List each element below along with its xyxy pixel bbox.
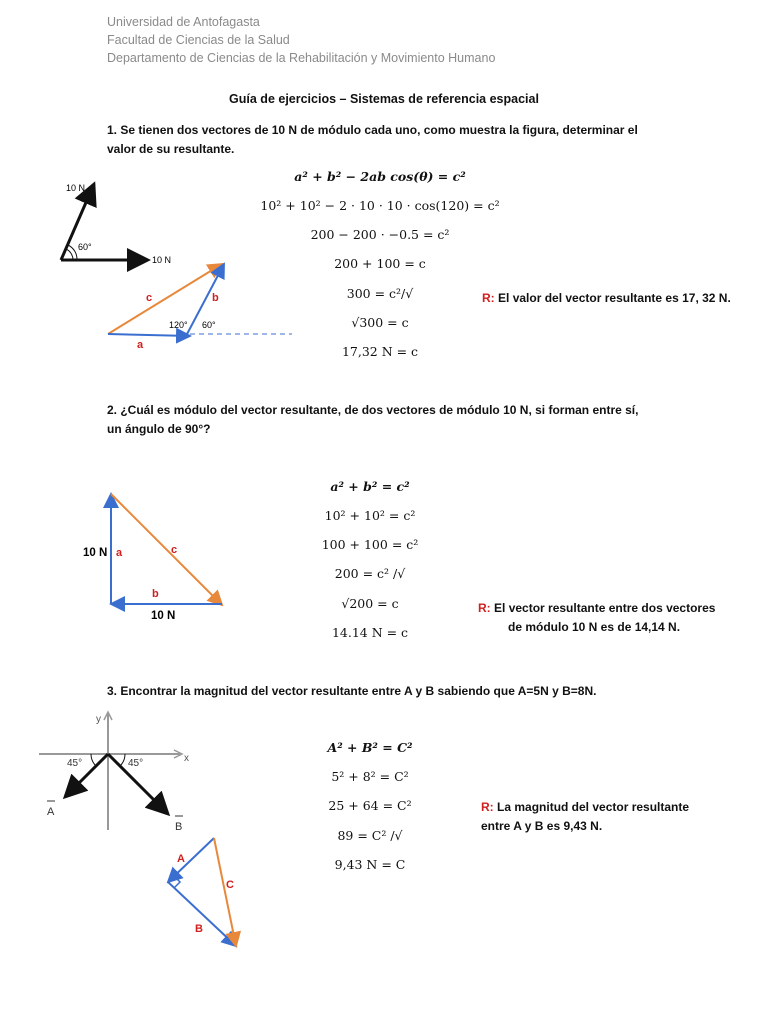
q2-equation-2: 10² + 10² = c² <box>324 508 416 523</box>
page-title: Guía de ejercicios – Sistemas de referencia espacial <box>229 92 539 106</box>
fig1-label-angle-60: 60° <box>78 242 92 252</box>
q1-equation-7: 17,32 N = c <box>341 344 419 359</box>
fig1-triangle-diagram <box>108 264 292 351</box>
fig3-tri-label-c: C <box>226 879 234 891</box>
fig3-tri-label-b: B <box>195 923 203 935</box>
fig2-label-a: a <box>116 547 123 559</box>
q3-equation-5: 9,43 N = C <box>334 857 406 872</box>
fig2-label-10n-left: 10 N <box>83 547 108 559</box>
q2-equation-5: √200 = c <box>341 596 399 611</box>
faculty-name: Facultad de Ciencias de la Salud <box>107 33 290 47</box>
fig2-triangle-diagram <box>83 494 222 622</box>
q1-equation-5: 300 = c²/√ <box>346 286 414 301</box>
fig1-label-120: 120° <box>169 320 188 330</box>
q1-answer: R: El valor del vector resultante es 17, 32 N. <box>482 291 731 305</box>
fig3-label-y: y <box>96 714 101 725</box>
department-name: Departamento de Ciencias de la Rehabilitación y Movimiento Humano <box>107 51 496 65</box>
fig2-label-c: c <box>171 544 178 556</box>
q2-equation-3: 100 + 100 = c² <box>321 537 419 552</box>
fig2-label-b: b <box>152 588 159 600</box>
fig3-label-vec-b: B <box>175 821 183 833</box>
fig1-label-c: c <box>146 292 153 304</box>
q1-equation-4: 200 + 100 = c <box>334 256 426 271</box>
q3-equation-4: 89 = C² /√ <box>337 828 403 843</box>
q2-equation-4: 200 = c² /√ <box>334 566 406 581</box>
q3-equation-2: 5² + 8² = C² <box>331 769 409 784</box>
q1-equation-2: 10² + 10² − 2 · 10 · 10 · cos(120) = c² <box>260 198 500 213</box>
fig3-tri-label-a: A <box>177 853 185 865</box>
fig2-label-10n-bottom: 10 N <box>151 610 176 622</box>
fig1-vector-a <box>108 334 190 336</box>
q3-answer-line-1: R: La magnitud del vector resultante <box>481 800 690 814</box>
fig3-label-x: x <box>184 753 189 764</box>
q2-answer-line-1: R: El vector resultante entre dos vectores <box>478 601 716 615</box>
q2-equation-6: 14.14 N = c <box>331 625 409 640</box>
question-3-text: 3. Encontrar la magnitud del vector resultante entre A y B sabiendo que A=5N y B=8N. <box>107 684 597 698</box>
fig3-tri-vector-c <box>214 838 236 946</box>
fig1-label-60b: 60° <box>202 320 216 330</box>
fig3-axes-diagram <box>39 712 189 833</box>
fig1-label-10n-right: 10 N <box>152 255 172 265</box>
fig2-vector-c <box>111 494 222 605</box>
fig1-label-10n-up: 10 N <box>66 183 86 193</box>
fig3-label-vec-a: A <box>47 806 55 818</box>
q1-equation-1: a² + b² − 2ab cos(θ) = c² <box>294 169 466 184</box>
university-name: Universidad de Antofagasta <box>107 15 260 29</box>
fig3-tri-vector-a <box>168 838 214 882</box>
q1-equation-6: √300 = c <box>351 315 409 330</box>
fig3-label-45-left: 45° <box>67 758 83 769</box>
fig1-vector-diagram <box>61 183 171 265</box>
fig3-label-45-right: 45° <box>128 758 144 769</box>
question-2-text: 2. ¿Cuál es módulo del vector resultante, de dos vectores de módulo 10 N, si forman entre sí, un ángulo de 90°? <box>107 403 639 436</box>
question-1-text: 1. Se tienen dos vectores de 10 N de módulo cada uno, como muestra la figura, determinar el valor de su resultante. <box>107 123 638 156</box>
q1-equation-3: 200 − 200 · −0.5 = c² <box>310 227 450 242</box>
fig1-label-a: a <box>137 339 144 351</box>
q3-answer-line-2: entre A y B es 9,43 N. <box>481 819 603 833</box>
q3-equation-1: A² + B² = C² <box>327 740 413 755</box>
fig1-label-b: b <box>212 292 219 304</box>
q3-equation-3: 25 + 64 = C² <box>328 798 412 813</box>
q2-equation-1: a² + b² = c² <box>330 479 410 494</box>
q2-answer-line-2: de módulo 10 N es de 14,14 N. <box>508 620 681 634</box>
fig3-triangle-diagram <box>168 838 236 946</box>
